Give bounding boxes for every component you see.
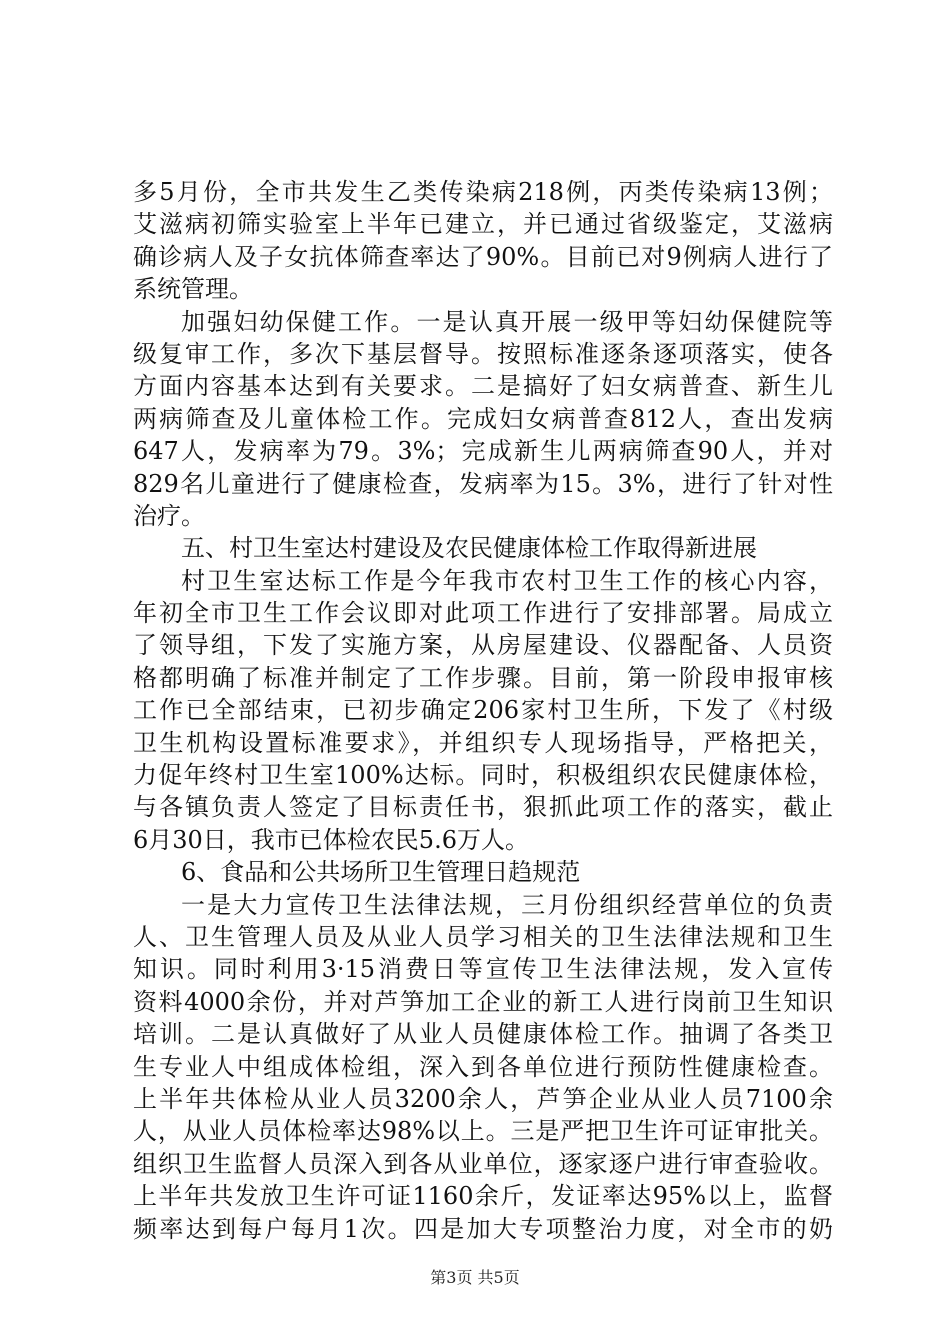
text-line: 级复审工作，多次下基层督导。按照标准逐条逐项落实，使各 bbox=[133, 339, 833, 368]
page-footer bbox=[0, 1268, 950, 1288]
text-line: 人、卫生管理人员及从业人员学习相关的卫生法律法规和卫生 bbox=[133, 922, 833, 951]
text-line: 知识。同时利用3·15消费日等宣传卫生法律法规，发入宣传 bbox=[133, 955, 833, 984]
text-line: 村卫生室达标工作是今年我市农村卫生工作的核心内容， bbox=[181, 566, 833, 595]
text-line: 与各镇负责人签定了目标责任书，狠抓此项工作的落实，截止 bbox=[133, 793, 833, 822]
text-line: 工作已全部结束，已初步确定206家村卫生所，下发了《村级 bbox=[133, 696, 833, 725]
text-line: 两病筛查及儿童体检工作。完成妇女病普查812人，查出发病 bbox=[133, 404, 833, 433]
text-line: 系统管理。 bbox=[133, 275, 253, 304]
text-line: 格都明确了标准并制定了工作步骤。目前，第一阶段申报审核 bbox=[133, 663, 833, 692]
text-line: 上半年共发放卫生许可证1160余斤，发证率达95%以上，监督 bbox=[133, 1182, 833, 1211]
text-line: 频率达到每户每月1次。四是加大专项整治力度，对全市的奶 bbox=[133, 1214, 833, 1243]
text-line: 年初全市卫生工作会议即对此项工作进行了安排部署。局成立 bbox=[133, 599, 833, 628]
text-line: 多5月份，全市共发生乙类传染病218例，丙类传染病13例； bbox=[133, 178, 833, 206]
text-line: 五、村卫生室达村建设及农民健康体检工作取得新进展 bbox=[181, 534, 757, 563]
text-line: 上半年共体检从业人员3200余人，芦笋企业从业人员7100余 bbox=[133, 1084, 833, 1113]
text-line: 治疗。 bbox=[133, 501, 205, 530]
text-line: 加强妇幼保健工作。一是认真开展一级甲等妇幼保健院等 bbox=[181, 307, 833, 336]
text-line: 艾滋病初筛实验室上半年已建立，并已通过省级鉴定，艾滋病 bbox=[133, 210, 833, 239]
text-line: 了领导组，下发了实施方案，从房屋建设、仪器配备、人员资 bbox=[133, 631, 833, 660]
text-line: 卫生机构设置标准要求》，并组织专人现场指导，严格把关， bbox=[133, 728, 833, 757]
page-number-label: 第3页 共5页 bbox=[430, 1268, 520, 1287]
text-line: 647人，发病率为79。3%；完成新生儿两病筛查90人，并对 bbox=[133, 437, 833, 466]
text-line: 一是大力宣传卫生法律法规，三月份组织经营单位的负责 bbox=[181, 890, 833, 919]
text-line: 培训。二是认真做好了从业人员健康体检工作。抽调了各类卫 bbox=[133, 1020, 833, 1049]
text-line: 组织卫生监督人员深入到各从业单位，逐家逐户进行审查验收。 bbox=[133, 1149, 833, 1178]
text-line: 方面内容基本达到有关要求。二是搞好了妇女病普查、新生儿 bbox=[133, 372, 833, 401]
document-body bbox=[133, 176, 833, 1245]
text-line: 力促年终村卫生室100%达标。同时，积极组织农民健康体检， bbox=[133, 761, 833, 790]
text-line: 6、食品和公共场所卫生管理日趋规范 bbox=[181, 858, 581, 887]
text-line: 人，从业人员体检率达98%以上。三是严把卫生许可证审批关。 bbox=[133, 1117, 833, 1146]
text-line: 资料4000余份，并对芦笋加工企业的新工人进行岗前卫生知识 bbox=[133, 987, 833, 1016]
text-line: 确诊病人及子女抗体筛查率达了90%。目前已对9例病人进行了 bbox=[133, 242, 833, 271]
text-line: 生专业人中组成体检组，深入到各单位进行预防性健康检查。 bbox=[133, 1052, 833, 1081]
text-line: 829名儿童进行了健康检查，发病率为15。3%，进行了针对性 bbox=[133, 469, 833, 498]
text-line: 6月30日，我市已体检农民5.6万人。 bbox=[133, 825, 529, 854]
